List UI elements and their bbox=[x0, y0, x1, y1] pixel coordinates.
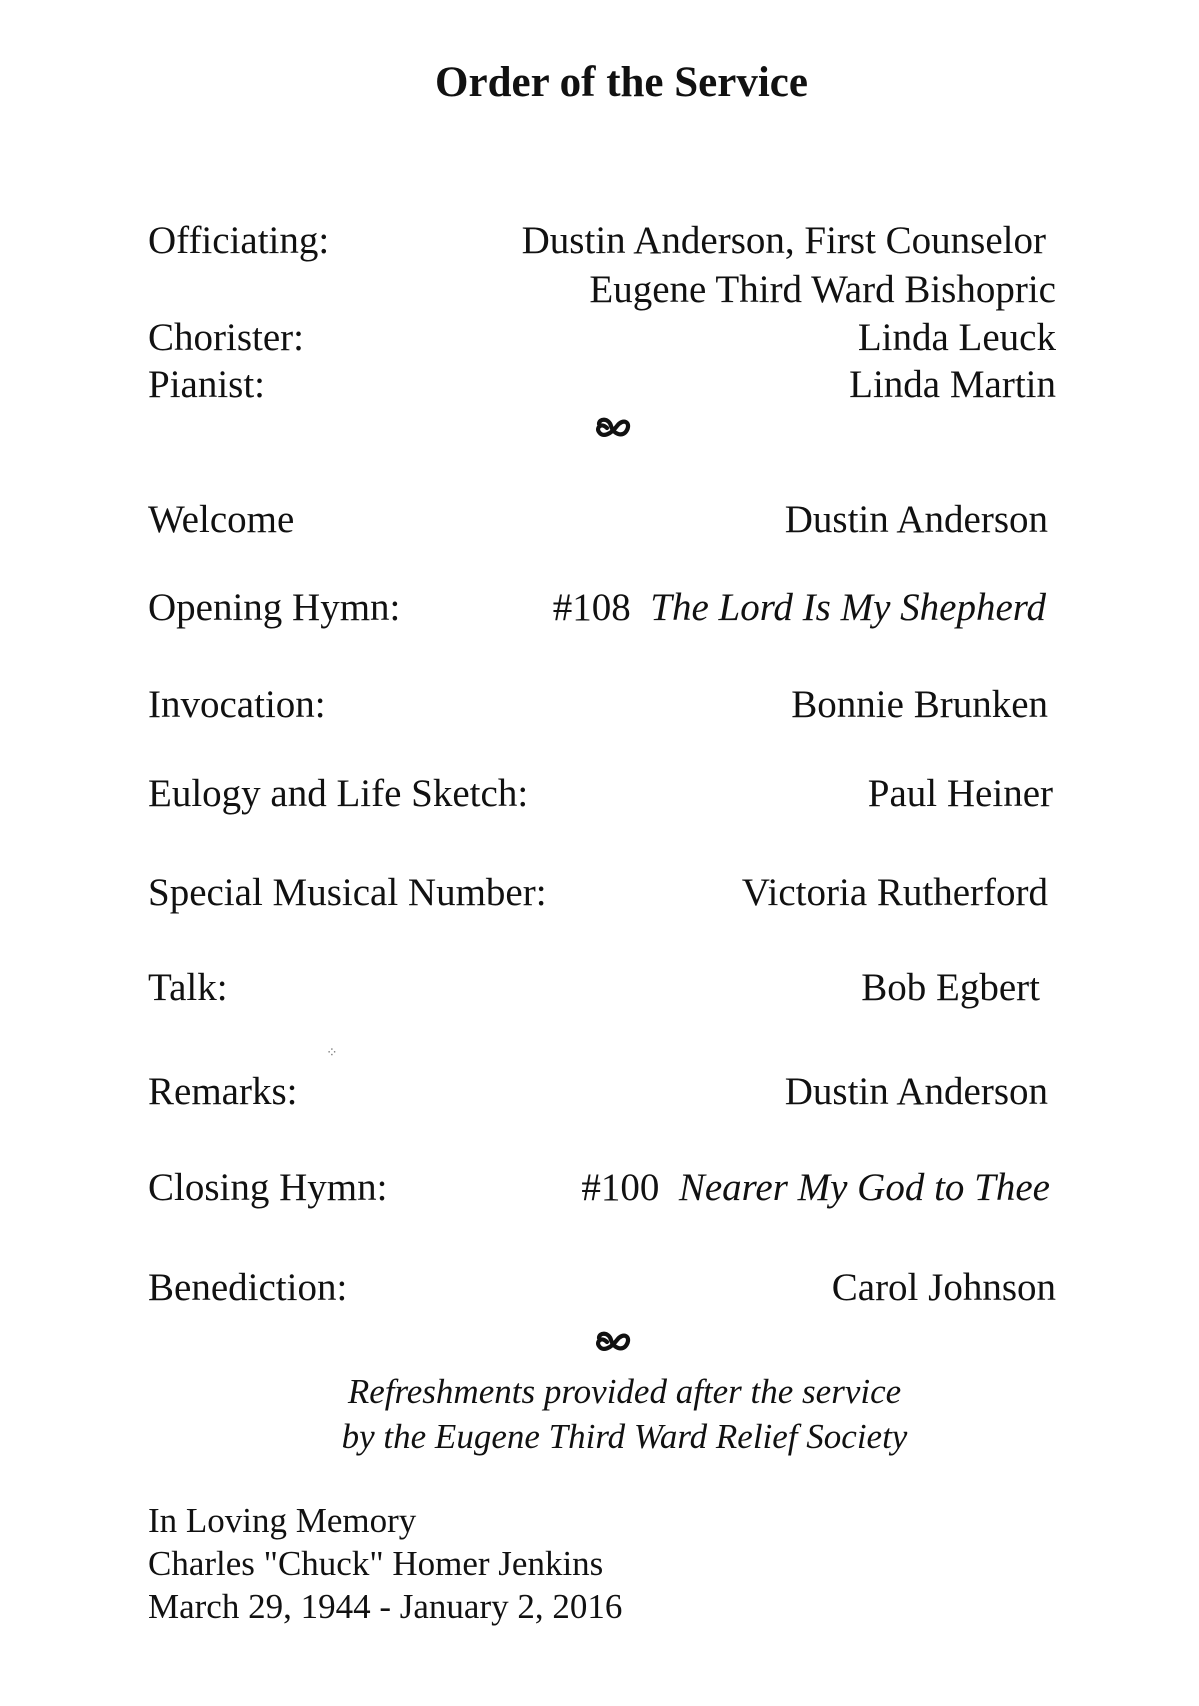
eulogy-label: Eulogy and Life Sketch: bbox=[148, 772, 529, 815]
closing-hymn-number: #100 bbox=[581, 1166, 660, 1209]
special-music-name: Victoria Rutherford bbox=[741, 871, 1048, 914]
closing-hymn-label: Closing Hymn: bbox=[148, 1166, 388, 1209]
closing-hymn bbox=[581, 1166, 1050, 1210]
officiating-name: Dustin Anderson, First Counselor bbox=[521, 219, 1046, 262]
opening-hymn-label: Opening Hymn: bbox=[148, 586, 401, 629]
eulogy-name: Paul Heiner bbox=[867, 772, 1053, 815]
opening-hymn-title: The Lord Is My Shepherd bbox=[650, 586, 1046, 629]
welcome-label: Welcome bbox=[148, 498, 295, 541]
invocation-name: Bonnie Brunken bbox=[791, 683, 1048, 726]
invocation-label: Invocation: bbox=[148, 683, 326, 726]
chorister-name: Linda Leuck bbox=[857, 316, 1056, 359]
pianist-label: Pianist: bbox=[148, 363, 266, 406]
special-music-label: Special Musical Number: bbox=[148, 871, 547, 914]
deceased-name: Charles "Chuck" Homer Jenkins bbox=[148, 1544, 604, 1583]
refreshments-line-2: by the Eugene Third Ward Relief Society bbox=[341, 1417, 908, 1456]
life-dates: March 29, 1944 - January 2, 2016 bbox=[148, 1587, 623, 1626]
benediction-label: Benediction: bbox=[148, 1266, 348, 1309]
pianist-name: Linda Martin bbox=[849, 363, 1056, 406]
remarks-name: Dustin Anderson bbox=[784, 1070, 1048, 1113]
talk-name: Bob Egbert bbox=[861, 966, 1040, 1009]
officiating-label: Officiating: bbox=[148, 219, 330, 262]
chorister-label: Chorister: bbox=[148, 316, 304, 359]
closing-hymn-title: Nearer My God to Thee bbox=[678, 1166, 1050, 1209]
knot-ornament-icon bbox=[0, 1330, 1199, 1364]
opening-hymn bbox=[553, 586, 1046, 630]
welcome-name: Dustin Anderson bbox=[784, 498, 1048, 541]
scan-speck: ⁘ bbox=[326, 1046, 338, 1061]
remarks-label: Remarks: bbox=[148, 1070, 298, 1113]
opening-hymn-number: #108 bbox=[552, 586, 631, 629]
officiating-title: Eugene Third Ward Bishopric bbox=[589, 268, 1056, 311]
refreshments-line-1: Refreshments provided after the service bbox=[347, 1372, 902, 1411]
knot-ornament-icon bbox=[0, 416, 1199, 450]
memory-heading: In Loving Memory bbox=[148, 1501, 417, 1540]
talk-label: Talk: bbox=[148, 966, 228, 1009]
benediction-name: Carol Johnson bbox=[831, 1266, 1056, 1309]
page-title: Order of the Service bbox=[435, 59, 808, 106]
